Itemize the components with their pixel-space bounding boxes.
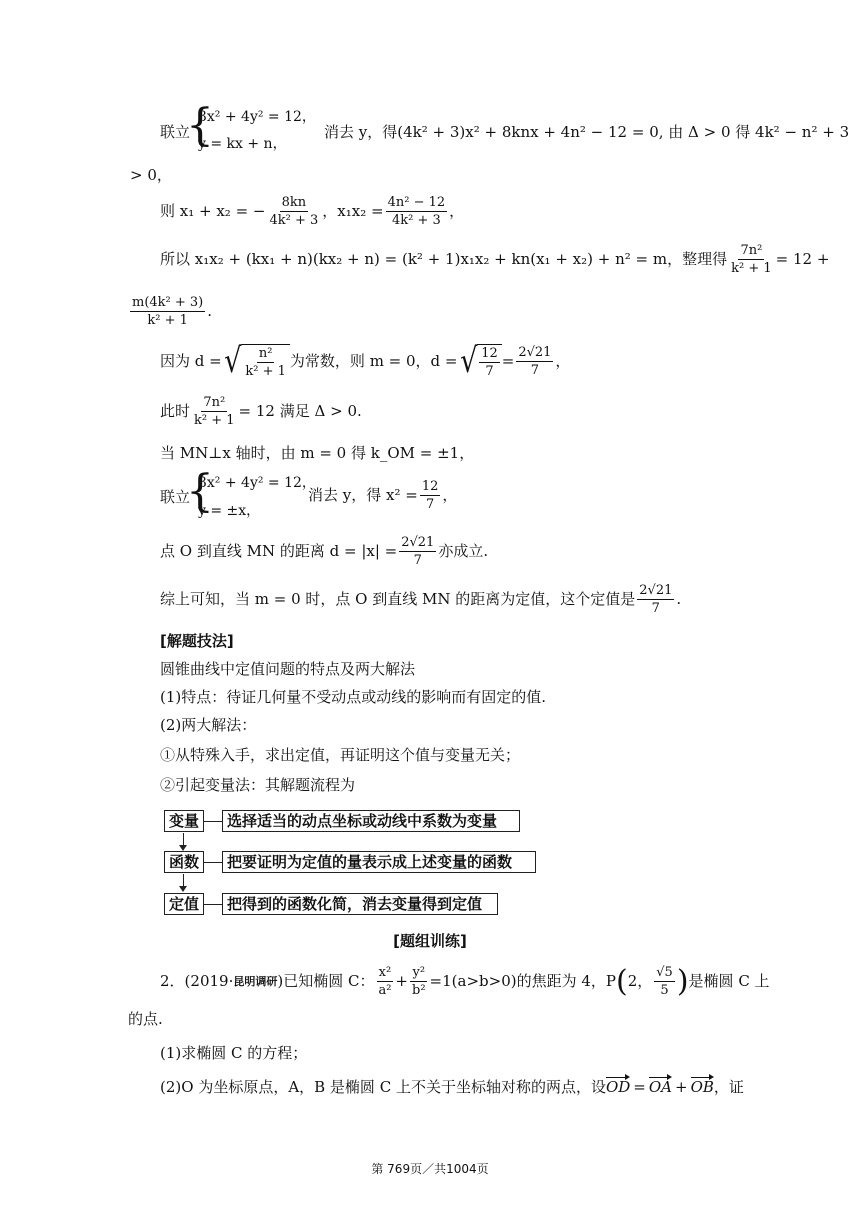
sqrt-2: √ $\frac{12}{7}$: [458, 344, 502, 378]
technique-method-1: ①从特殊入手，求出定值，再证明这个值与变量无关；: [160, 746, 521, 764]
flow-value-2: 把要证明为定值的量表示成上述变量的函数: [222, 851, 536, 873]
fraction-sum: $\frac{8kn}{\text{4k² + 3}}$: [269, 195, 319, 228]
sqrt-1: √ $\frac{\text{n²}}{\text{k² + 1}}$: [222, 344, 290, 378]
brace-1: {: [186, 100, 214, 151]
flow-arrow-2: [183, 874, 184, 886]
text-line-9: 消去 y，得 x² = $\frac{12}{7}$ ，: [308, 479, 458, 512]
equation-1b: y = kx + n，: [198, 136, 287, 152]
text-product: ，x₁x₂ =: [322, 202, 384, 220]
text-line-10: 点 O 到直线 MN 的距离 d = |x| = $\frac{2√21}{7}$ 亦成立.: [160, 535, 489, 568]
text-line-3: 则 x₁ + x₂ = − $\frac{8kn}{\text{4k² + 3}}$ ，x₁x₂ = $\frac{\text{4n² − 12}}{\text{4k² + 3}}$ ，: [160, 195, 465, 228]
section-title-training: [题组训练]: [393, 932, 467, 950]
equation-1a: 3x² + 4y² = 12，: [198, 109, 316, 125]
brace-2: {: [186, 466, 214, 517]
problem-2-part-2: (2)O 为坐标原点，A，B 是椭圆 C 上不关于坐标轴对称的两点，设 OD = OA + OB ，证: [160, 1078, 744, 1096]
flow-arrow-1: [183, 833, 184, 845]
text-line-5: $\frac{\text{m(4k² + 3)}}{\text{k² + 1}}$ .: [132, 295, 213, 328]
page-footer: 第 769页／共1004页: [371, 1162, 489, 1176]
vector-oa: OA: [648, 1078, 672, 1096]
flow-key-2: 函数: [164, 851, 204, 873]
text-line-2: > 0，: [130, 166, 172, 184]
fraction-m: $\frac{\text{m(4k² + 3)}}{\text{k² + 1}}$: [132, 295, 204, 328]
text-lianli-2: 联立: [160, 488, 191, 506]
text-line-11: 综上可知，当 m = 0 时，点 O 到直线 MN 的距离为定值，这个定值是 $\frac{2√21}{7}$ .: [160, 583, 682, 616]
vector-ob: OB: [690, 1078, 714, 1096]
equation-2b: y = ±x，: [198, 503, 261, 519]
problem-2-line-1: 2．(2019· 昆明调研 )已知椭圆 C： $\frac{\text{x²}}{\text{a²}}$ + $\frac{\text{y²}}{\text{b²}}$ =1(a>b>0)的焦距为 4，P ( 2， $\frac{√5}{5}$ ) 是椭圆 C 上: [160, 963, 770, 999]
text-line-6: 因为 d = √ $\frac{\text{n²}}{\text{k² + 1}}$ 为常数，则 m = 0，d = √ $\frac{12}{7}$ = $\frac{2√21}{7}$ ，: [160, 341, 571, 381]
section-title-technique: [解题技法]: [160, 632, 234, 650]
text-sum: 则 x₁ + x₂ = −: [160, 202, 266, 220]
technique-heading: 圆锥曲线中定值问题的特点及两大解法: [160, 660, 416, 678]
text-line-8: 当 MN⊥x 轴时，由 m = 0 得 k_OM = ±1，: [160, 444, 475, 462]
text-line-4: 所以 x₁x₂ + (kx₁ + n)(kx₂ + n) = (k² + 1)x₁x₂ + kn(x₁ + x₂) + n² = m，整理得 $\frac{\text{7n²}}{\text{k² + 1}}$ = 12 +: [160, 243, 830, 276]
vector-od: OD: [605, 1078, 631, 1096]
flow-value-1: 选择适当的动点坐标或动线中系数为变量: [222, 810, 520, 832]
flow-key-3: 定值: [164, 893, 204, 915]
source-tag: 昆明调研: [233, 975, 278, 988]
technique-point-2: (2)两大解法：: [160, 716, 257, 734]
technique-point-1: (1)特点：待证几何量不受动点或动线的影响而有固定的值.: [160, 688, 547, 706]
fraction-product: $\frac{\text{4n² − 12}}{\text{4k² + 3}}$: [387, 195, 446, 228]
fraction-2sqrt21: $\frac{2√21}{7}$: [518, 344, 552, 378]
text-line-7: 此时 $\frac{\text{7n²}}{\text{k² + 1}}$ = 12 满足 Δ > 0.: [160, 395, 362, 428]
problem-2-part-1: (1)求椭圆 C 的方程；: [160, 1044, 308, 1062]
flow-value-3: 把得到的函数化简，消去变量得到定值: [222, 893, 498, 915]
text-line-1: 消去 y，得(4k² + 3)x² + 8knx + 4n² − 12 = 0, 由 Δ > 0 得 4k² − n² + 3: [324, 123, 850, 141]
text-lianli-1: 联立: [160, 123, 191, 141]
equation-2a: 3x² + 4y² = 12，: [198, 475, 316, 491]
flow-key-1: 变量: [164, 810, 204, 832]
fraction-7n2: $\frac{\text{7n²}}{\text{k² + 1}}$: [731, 243, 772, 276]
technique-method-2: ②引起变量法：其解题流程为: [160, 776, 356, 794]
problem-2-line-2: 的点.: [128, 1010, 163, 1028]
